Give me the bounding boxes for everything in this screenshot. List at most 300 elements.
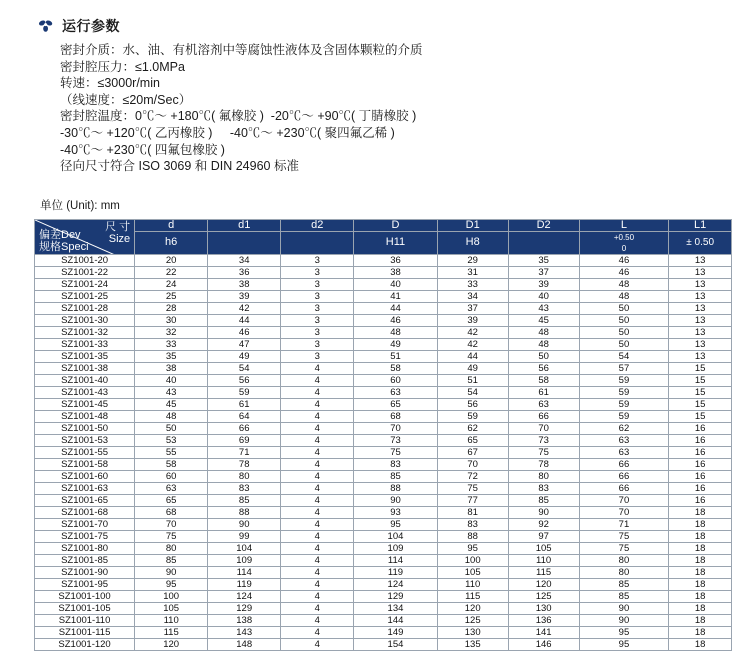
- cell-L1: 13: [669, 326, 732, 338]
- cell-d1: 78: [208, 458, 281, 470]
- cell-D1: 65: [437, 434, 508, 446]
- cell-d1: 71: [208, 446, 281, 458]
- cell-spec: SZ1001-35: [35, 350, 135, 362]
- cell-L: 57: [579, 362, 669, 374]
- cell-D: 51: [354, 350, 437, 362]
- cell-d: 110: [135, 614, 208, 626]
- cell-L: 63: [579, 434, 669, 446]
- cell-spec: SZ1001-55: [35, 446, 135, 458]
- cell-d: 58: [135, 458, 208, 470]
- cell-D1: 34: [437, 290, 508, 302]
- spec-paragraph: [60, 42, 714, 175]
- cell-d2: 3: [281, 338, 354, 350]
- cell-D: 119: [354, 566, 437, 578]
- spec-line: -30℃～ +120℃( 乙丙橡胶 ) -40℃～ +230℃( 聚四氟乙稀 ): [60, 125, 395, 140]
- cell-D: 40: [354, 278, 437, 290]
- table-row: [35, 374, 732, 386]
- cell-D1: 135: [437, 638, 508, 650]
- col-header-d1: d1: [208, 219, 281, 231]
- cell-D2: 48: [508, 326, 579, 338]
- cell-d: 30: [135, 314, 208, 326]
- cell-d1: 119: [208, 578, 281, 590]
- cell-L1: 18: [669, 614, 732, 626]
- cell-d: 40: [135, 374, 208, 386]
- table-row: [35, 482, 732, 494]
- cell-L1: 16: [669, 446, 732, 458]
- header-corner-size-en: Size: [108, 232, 131, 245]
- cell-D2: 125: [508, 590, 579, 602]
- cell-D2: 70: [508, 422, 579, 434]
- cell-d1: 124: [208, 590, 281, 602]
- cell-spec: SZ1001-50: [35, 422, 135, 434]
- cell-d1: 54: [208, 362, 281, 374]
- table-row: [35, 458, 732, 470]
- cell-d2: 3: [281, 326, 354, 338]
- table-row: [35, 302, 732, 314]
- table-row: [35, 314, 732, 326]
- cell-d: 35: [135, 350, 208, 362]
- cell-L: 66: [579, 470, 669, 482]
- cell-D: 104: [354, 530, 437, 542]
- cell-D: 46: [354, 314, 437, 326]
- cell-D1: 56: [437, 398, 508, 410]
- table-row: [35, 518, 732, 530]
- cell-d1: 56: [208, 374, 281, 386]
- cell-D1: 51: [437, 374, 508, 386]
- cell-L1: 18: [669, 518, 732, 530]
- cell-d2: 4: [281, 494, 354, 506]
- cell-d: 65: [135, 494, 208, 506]
- cell-L1: 18: [669, 566, 732, 578]
- table-row: [35, 410, 732, 422]
- cell-L1: 18: [669, 626, 732, 638]
- cell-d: 25: [135, 290, 208, 302]
- cell-d1: 143: [208, 626, 281, 638]
- cell-d1: 80: [208, 470, 281, 482]
- cell-L: 66: [579, 482, 669, 494]
- cell-D2: 43: [508, 302, 579, 314]
- cell-d1: 44: [208, 314, 281, 326]
- table-row: [35, 446, 732, 458]
- cell-L1: 13: [669, 314, 732, 326]
- cell-d2: 4: [281, 542, 354, 554]
- cell-d: 63: [135, 482, 208, 494]
- table-row: [35, 398, 732, 410]
- cell-D2: 130: [508, 602, 579, 614]
- cell-d2: 4: [281, 614, 354, 626]
- cell-L1: 16: [669, 422, 732, 434]
- cell-D: 109: [354, 542, 437, 554]
- cell-L: 80: [579, 554, 669, 566]
- cell-d1: 61: [208, 398, 281, 410]
- cell-d1: 114: [208, 566, 281, 578]
- cell-d: 50: [135, 422, 208, 434]
- cell-D2: 40: [508, 290, 579, 302]
- cell-d: 120: [135, 638, 208, 650]
- cell-d2: 3: [281, 278, 354, 290]
- cell-d1: 36: [208, 266, 281, 278]
- cell-d: 68: [135, 506, 208, 518]
- table-row: [35, 422, 732, 434]
- cell-D2: 50: [508, 350, 579, 362]
- spec-line: 密封腔温度：0℃～ +180℃( 氟橡胶 ) -20℃～ +90℃( 丁腈橡胶 ): [60, 109, 417, 124]
- cell-D2: 92: [508, 518, 579, 530]
- cell-L1: 16: [669, 482, 732, 494]
- cell-L: 46: [579, 254, 669, 266]
- flower-bullet-icon: [38, 19, 54, 33]
- col-tol-L-upper: +0.50: [613, 232, 635, 242]
- cell-D: 48: [354, 326, 437, 338]
- cell-spec: SZ1001-25: [35, 290, 135, 302]
- cell-L: 85: [579, 578, 669, 590]
- cell-spec: SZ1001-75: [35, 530, 135, 542]
- col-tol-D: H11: [354, 231, 437, 254]
- cell-d2: 3: [281, 290, 354, 302]
- cell-d1: 129: [208, 602, 281, 614]
- table-row: [35, 494, 732, 506]
- cell-D1: 54: [437, 386, 508, 398]
- cell-d2: 3: [281, 266, 354, 278]
- cell-L1: 15: [669, 362, 732, 374]
- cell-d2: 4: [281, 386, 354, 398]
- cell-L: 54: [579, 350, 669, 362]
- col-header-D2: D2: [508, 219, 579, 231]
- header-corner-size-cn: 尺 寸: [105, 220, 131, 233]
- cell-d: 43: [135, 386, 208, 398]
- cell-spec: SZ1001-28: [35, 302, 135, 314]
- cell-D2: 37: [508, 266, 579, 278]
- cell-L1: 15: [669, 374, 732, 386]
- cell-d2: 4: [281, 638, 354, 650]
- cell-D2: 90: [508, 506, 579, 518]
- cell-d: 85: [135, 554, 208, 566]
- cell-D: 70: [354, 422, 437, 434]
- cell-L: 85: [579, 590, 669, 602]
- header-corner-size: [105, 221, 130, 245]
- cell-d1: 46: [208, 326, 281, 338]
- cell-d: 28: [135, 302, 208, 314]
- cell-L: 50: [579, 314, 669, 326]
- spec-line: 密封介质：水、油、有机溶剂中等腐蚀性液体及含固体颗粒的介质: [60, 43, 423, 57]
- cell-d1: 47: [208, 338, 281, 350]
- cell-d: 115: [135, 626, 208, 638]
- cell-d1: 104: [208, 542, 281, 554]
- cell-L: 48: [579, 278, 669, 290]
- cell-L1: 16: [669, 470, 732, 482]
- cell-L: 70: [579, 494, 669, 506]
- cell-spec: SZ1001-60: [35, 470, 135, 482]
- spec-line: （线速度：≤20m/Sec）: [60, 92, 192, 107]
- table-row: [35, 278, 732, 290]
- cell-D: 88: [354, 482, 437, 494]
- cell-d: 45: [135, 398, 208, 410]
- cell-L: 50: [579, 338, 669, 350]
- cell-d1: 42: [208, 302, 281, 314]
- col-header-D: D: [354, 219, 437, 231]
- table-header-row-1: [35, 219, 732, 231]
- cell-L1: 13: [669, 350, 732, 362]
- cell-D1: 70: [437, 458, 508, 470]
- cell-D2: 61: [508, 386, 579, 398]
- cell-D1: 37: [437, 302, 508, 314]
- cell-D: 129: [354, 590, 437, 602]
- cell-L1: 18: [669, 602, 732, 614]
- cell-D1: 42: [437, 338, 508, 350]
- cell-d: 33: [135, 338, 208, 350]
- cell-D2: 80: [508, 470, 579, 482]
- cell-spec: SZ1001-33: [35, 338, 135, 350]
- cell-d2: 4: [281, 518, 354, 530]
- cell-spec: SZ1001-45: [35, 398, 135, 410]
- cell-d: 48: [135, 410, 208, 422]
- cell-d1: 64: [208, 410, 281, 422]
- cell-spec: SZ1001-22: [35, 266, 135, 278]
- cell-spec: SZ1001-30: [35, 314, 135, 326]
- cell-D: 60: [354, 374, 437, 386]
- cell-L: 63: [579, 446, 669, 458]
- cell-D2: 78: [508, 458, 579, 470]
- cell-D2: 115: [508, 566, 579, 578]
- table-row: [35, 254, 732, 266]
- col-tol-d1: [208, 231, 281, 254]
- spec-line: 径向尺寸符合 ISO 3069 和 DIN 24960 标准: [60, 159, 299, 174]
- cell-d2: 4: [281, 422, 354, 434]
- cell-d2: 4: [281, 578, 354, 590]
- table-row: [35, 386, 732, 398]
- cell-D1: 29: [437, 254, 508, 266]
- cell-d2: 4: [281, 590, 354, 602]
- cell-D2: 75: [508, 446, 579, 458]
- section-title: [38, 16, 714, 36]
- cell-L: 95: [579, 626, 669, 638]
- cell-L: 46: [579, 266, 669, 278]
- cell-D1: 115: [437, 590, 508, 602]
- cell-d1: 138: [208, 614, 281, 626]
- cell-d: 105: [135, 602, 208, 614]
- table-row: [35, 602, 732, 614]
- table-row: [35, 578, 732, 590]
- table-row: [35, 434, 732, 446]
- cell-spec: SZ1001-40: [35, 374, 135, 386]
- col-header-D1: D1: [437, 219, 508, 231]
- cell-L1: 15: [669, 398, 732, 410]
- cell-D: 83: [354, 458, 437, 470]
- cell-d1: 39: [208, 290, 281, 302]
- cell-d2: 4: [281, 482, 354, 494]
- cell-d2: 3: [281, 350, 354, 362]
- table-row: [35, 530, 732, 542]
- col-tol-L: [579, 231, 669, 254]
- cell-L: 50: [579, 326, 669, 338]
- cell-D2: 97: [508, 530, 579, 542]
- cell-D2: 66: [508, 410, 579, 422]
- cell-d1: 148: [208, 638, 281, 650]
- cell-spec: SZ1001-68: [35, 506, 135, 518]
- cell-D: 124: [354, 578, 437, 590]
- cell-d2: 3: [281, 314, 354, 326]
- cell-L1: 13: [669, 266, 732, 278]
- cell-D2: 110: [508, 554, 579, 566]
- cell-d2: 4: [281, 434, 354, 446]
- cell-D2: 83: [508, 482, 579, 494]
- cell-L: 90: [579, 614, 669, 626]
- table-body: [35, 254, 732, 650]
- table-row: [35, 266, 732, 278]
- col-tol-L-lower: 0: [621, 243, 627, 253]
- header-corner-dev-cn: 偏差Dev: [39, 228, 81, 241]
- cell-d2: 4: [281, 398, 354, 410]
- cell-d2: 4: [281, 566, 354, 578]
- header-corner-cell: [35, 219, 135, 254]
- cell-L: 59: [579, 410, 669, 422]
- spec-line: 转速：≤3000r/min: [60, 76, 160, 91]
- cell-spec: SZ1001-80: [35, 542, 135, 554]
- cell-d2: 4: [281, 410, 354, 422]
- cell-D1: 49: [437, 362, 508, 374]
- cell-L1: 18: [669, 554, 732, 566]
- cell-D1: 67: [437, 446, 508, 458]
- col-tol-D1: H8: [437, 231, 508, 254]
- cell-spec: SZ1001-48: [35, 410, 135, 422]
- table-row: [35, 506, 732, 518]
- cell-D1: 33: [437, 278, 508, 290]
- cell-d: 24: [135, 278, 208, 290]
- cell-d: 100: [135, 590, 208, 602]
- cell-spec: SZ1001-70: [35, 518, 135, 530]
- cell-D: 73: [354, 434, 437, 446]
- table-row: [35, 542, 732, 554]
- cell-L1: 16: [669, 494, 732, 506]
- table-row: [35, 362, 732, 374]
- cell-D: 65: [354, 398, 437, 410]
- cell-d1: 85: [208, 494, 281, 506]
- cell-L1: 13: [669, 278, 732, 290]
- cell-d2: 4: [281, 602, 354, 614]
- cell-d2: 4: [281, 362, 354, 374]
- cell-D1: 83: [437, 518, 508, 530]
- cell-D2: 105: [508, 542, 579, 554]
- cell-L: 71: [579, 518, 669, 530]
- cell-D1: 95: [437, 542, 508, 554]
- cell-L: 59: [579, 386, 669, 398]
- cell-spec: SZ1001-85: [35, 554, 135, 566]
- cell-L1: 16: [669, 458, 732, 470]
- cell-D1: 39: [437, 314, 508, 326]
- cell-L: 59: [579, 398, 669, 410]
- table-row: [35, 566, 732, 578]
- cell-d2: 3: [281, 254, 354, 266]
- cell-L: 75: [579, 542, 669, 554]
- cell-d: 22: [135, 266, 208, 278]
- cell-L1: 13: [669, 302, 732, 314]
- header-corner-dev-en: 规格Speci: [39, 240, 89, 253]
- cell-D1: 125: [437, 614, 508, 626]
- cell-L1: 16: [669, 434, 732, 446]
- cell-L1: 15: [669, 386, 732, 398]
- cell-D: 63: [354, 386, 437, 398]
- header-corner-dev: [39, 229, 89, 253]
- col-tol-d2: [281, 231, 354, 254]
- cell-L: 95: [579, 638, 669, 650]
- cell-d2: 4: [281, 458, 354, 470]
- cell-D2: 141: [508, 626, 579, 638]
- cell-D2: 56: [508, 362, 579, 374]
- cell-spec: SZ1001-115: [35, 626, 135, 638]
- cell-L1: 18: [669, 590, 732, 602]
- cell-D1: 75: [437, 482, 508, 494]
- cell-L1: 18: [669, 578, 732, 590]
- cell-d1: 59: [208, 386, 281, 398]
- cell-L1: 18: [669, 542, 732, 554]
- cell-d: 55: [135, 446, 208, 458]
- cell-L: 80: [579, 566, 669, 578]
- cell-d: 38: [135, 362, 208, 374]
- cell-spec: SZ1001-38: [35, 362, 135, 374]
- cell-D: 44: [354, 302, 437, 314]
- cell-spec: SZ1001-20: [35, 254, 135, 266]
- cell-d1: 109: [208, 554, 281, 566]
- cell-D1: 100: [437, 554, 508, 566]
- cell-D: 154: [354, 638, 437, 650]
- cell-D1: 88: [437, 530, 508, 542]
- cell-D2: 146: [508, 638, 579, 650]
- cell-d: 90: [135, 566, 208, 578]
- cell-L1: 18: [669, 506, 732, 518]
- col-header-L1: L1: [669, 219, 732, 231]
- cell-L1: 15: [669, 410, 732, 422]
- cell-L: 70: [579, 506, 669, 518]
- cell-D1: 130: [437, 626, 508, 638]
- cell-D: 41: [354, 290, 437, 302]
- cell-d2: 4: [281, 626, 354, 638]
- cell-spec: SZ1001-95: [35, 578, 135, 590]
- cell-D1: 81: [437, 506, 508, 518]
- cell-d2: 3: [281, 302, 354, 314]
- cell-d1: 34: [208, 254, 281, 266]
- cell-D2: 136: [508, 614, 579, 626]
- cell-L1: 13: [669, 290, 732, 302]
- cell-D: 38: [354, 266, 437, 278]
- col-tol-d: h6: [135, 231, 208, 254]
- table-row: [35, 290, 732, 302]
- cell-L: 75: [579, 530, 669, 542]
- table-row: [35, 554, 732, 566]
- cell-D: 49: [354, 338, 437, 350]
- spec-line: 密封腔压力：≤1.0MPa: [60, 59, 185, 74]
- cell-spec: SZ1001-65: [35, 494, 135, 506]
- cell-L: 50: [579, 302, 669, 314]
- cell-L: 59: [579, 374, 669, 386]
- cell-D1: 110: [437, 578, 508, 590]
- cell-spec: SZ1001-43: [35, 386, 135, 398]
- cell-d2: 4: [281, 506, 354, 518]
- col-tol-L1: ± 0.50: [669, 231, 732, 254]
- cell-L1: 18: [669, 638, 732, 650]
- cell-D: 134: [354, 602, 437, 614]
- cell-D: 75: [354, 446, 437, 458]
- cell-spec: SZ1001-110: [35, 614, 135, 626]
- cell-L: 66: [579, 458, 669, 470]
- col-header-d2: d2: [281, 219, 354, 231]
- table-row: [35, 350, 732, 362]
- cell-D: 58: [354, 362, 437, 374]
- table-row: [35, 626, 732, 638]
- cell-D1: 59: [437, 410, 508, 422]
- cell-L1: 13: [669, 338, 732, 350]
- col-header-d: d: [135, 219, 208, 231]
- col-tol-D2: [508, 231, 579, 254]
- cell-d1: 38: [208, 278, 281, 290]
